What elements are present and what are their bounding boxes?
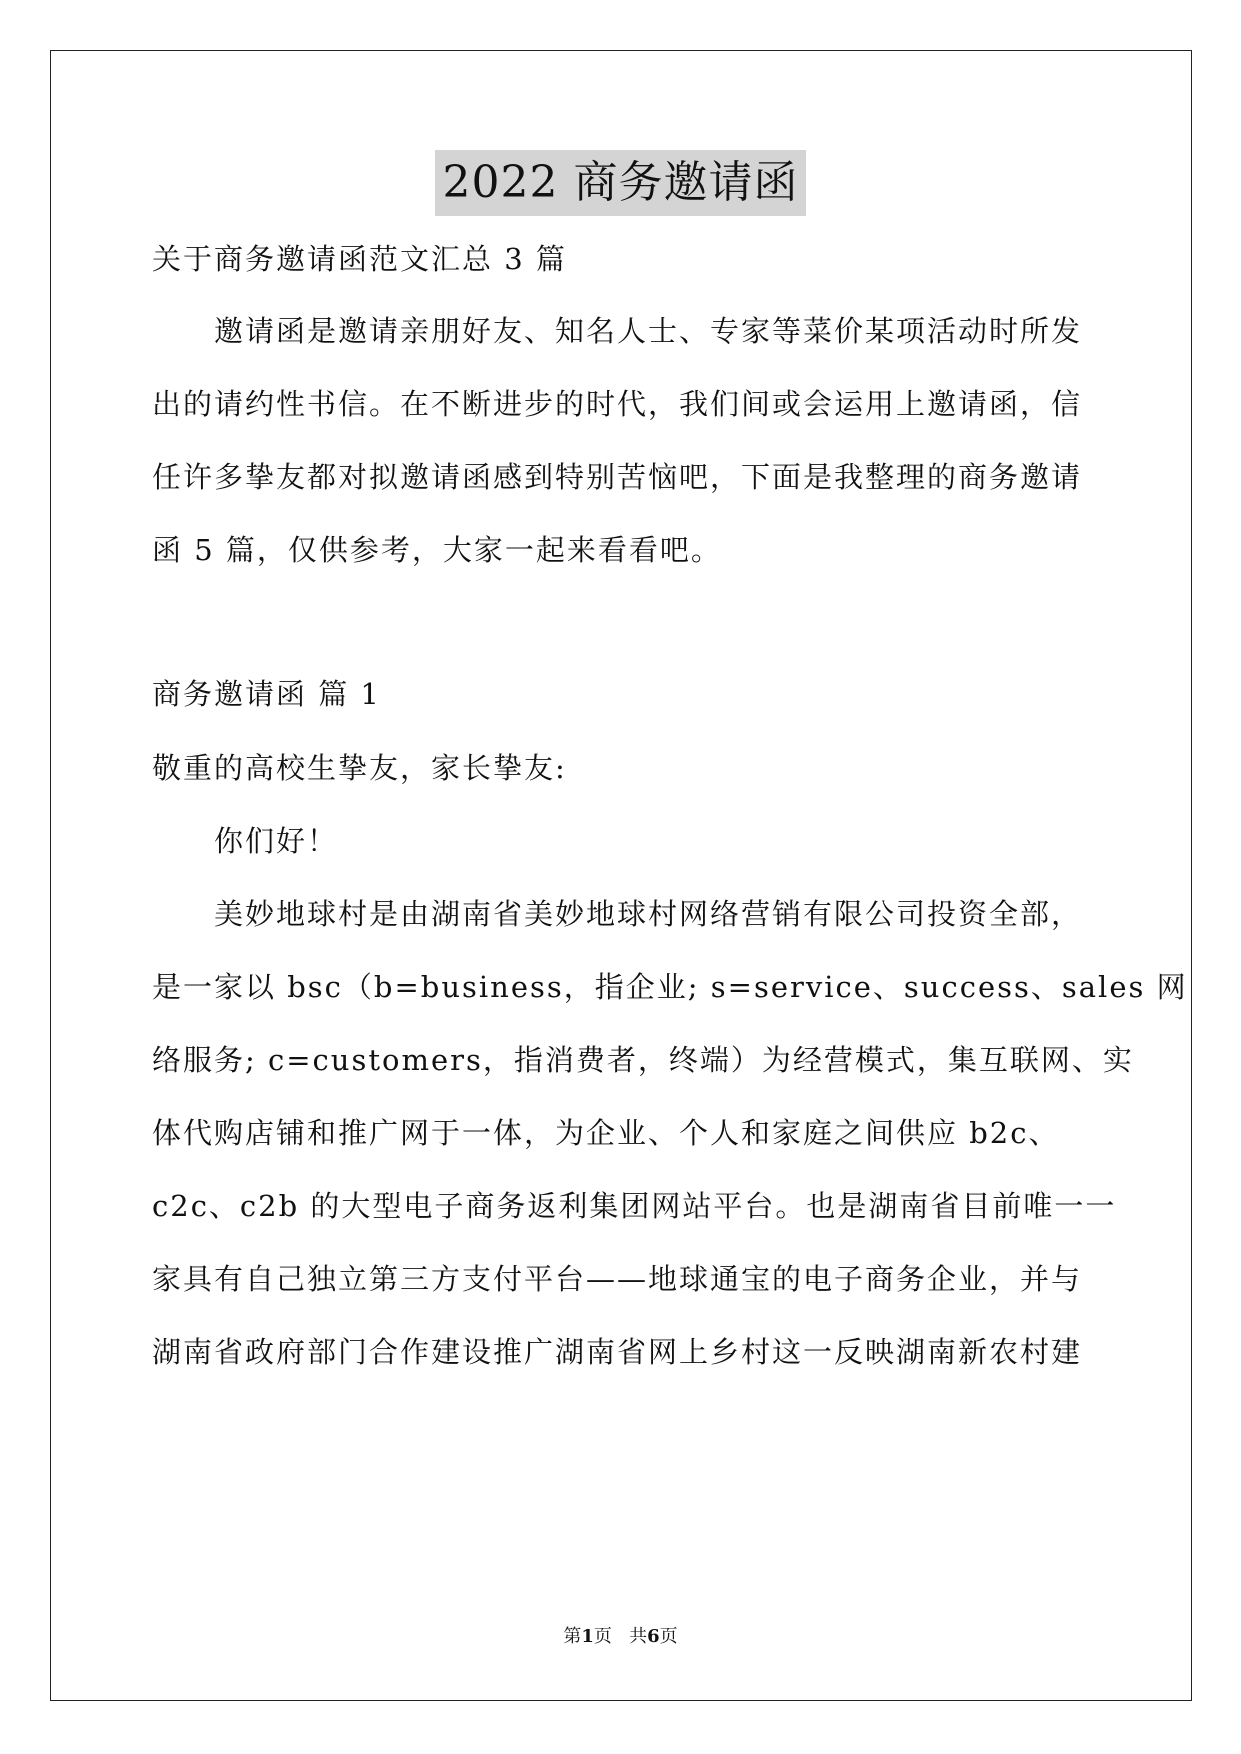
greeting: 你们好！ [214,824,339,858]
footer-total-prefix: 共 [629,1626,648,1647]
page-border [50,50,1192,1701]
total-pages: 6 [647,1626,660,1647]
page-number: 1 [581,1626,594,1647]
salutation: 敬重的高校生挚友，家长挚友: [152,751,567,785]
body-line: 美妙地球村是由湖南省美妙地球村网络营销有限公司投资全部， [214,897,1083,931]
subtitle: 关于商务邀请函范文汇总 3 篇 [152,242,567,276]
document-title: 2022 商务邀请函 [435,150,807,216]
section-heading: 商务邀请函 篇 1 [152,677,381,711]
page-footer [0,1625,1241,1649]
intro-line: 函 5 篇，仅供参考，大家一起来看看吧。 [152,533,722,567]
footer-total-suffix: 页 [659,1626,678,1647]
intro-line: 邀请函是邀请亲朋好友、知名人士、专家等菜价某项活动时所发 [214,314,1083,348]
body-line: 体代购店铺和推广网于一体，为企业、个人和家庭之间供应 b2c、 [152,1116,1060,1150]
body-line: 湖南省政府部门合作建设推广湖南省网上乡村这一反映湖南新农村建 [152,1335,1083,1369]
body-line: 络服务; c=customers，指消费者，终端）为经营模式，集互联网、实 [152,1043,1134,1077]
body-line: c2c、c2b 的大型电子商务返利集团网站平台。也是湖南省目前唯一一 [152,1189,1117,1223]
footer-prefix: 第 [563,1626,582,1647]
intro-line: 出的请约性书信。在不断进步的时代，我们间或会运用上邀请函，信 [152,387,1083,421]
body-line: 是一家以 bsc（b=business，指企业; s=service、success、sales 网 [152,970,1188,1004]
body-line: 家具有自己独立第三方支付平台——地球通宝的电子商务企业，并与 [152,1262,1083,1296]
footer-page-suffix: 页 [593,1626,612,1647]
intro-line: 任许多挚友都对拟邀请函感到特别苦恼吧，下面是我整理的商务邀请 [152,460,1083,494]
title-wrap [0,150,1241,216]
